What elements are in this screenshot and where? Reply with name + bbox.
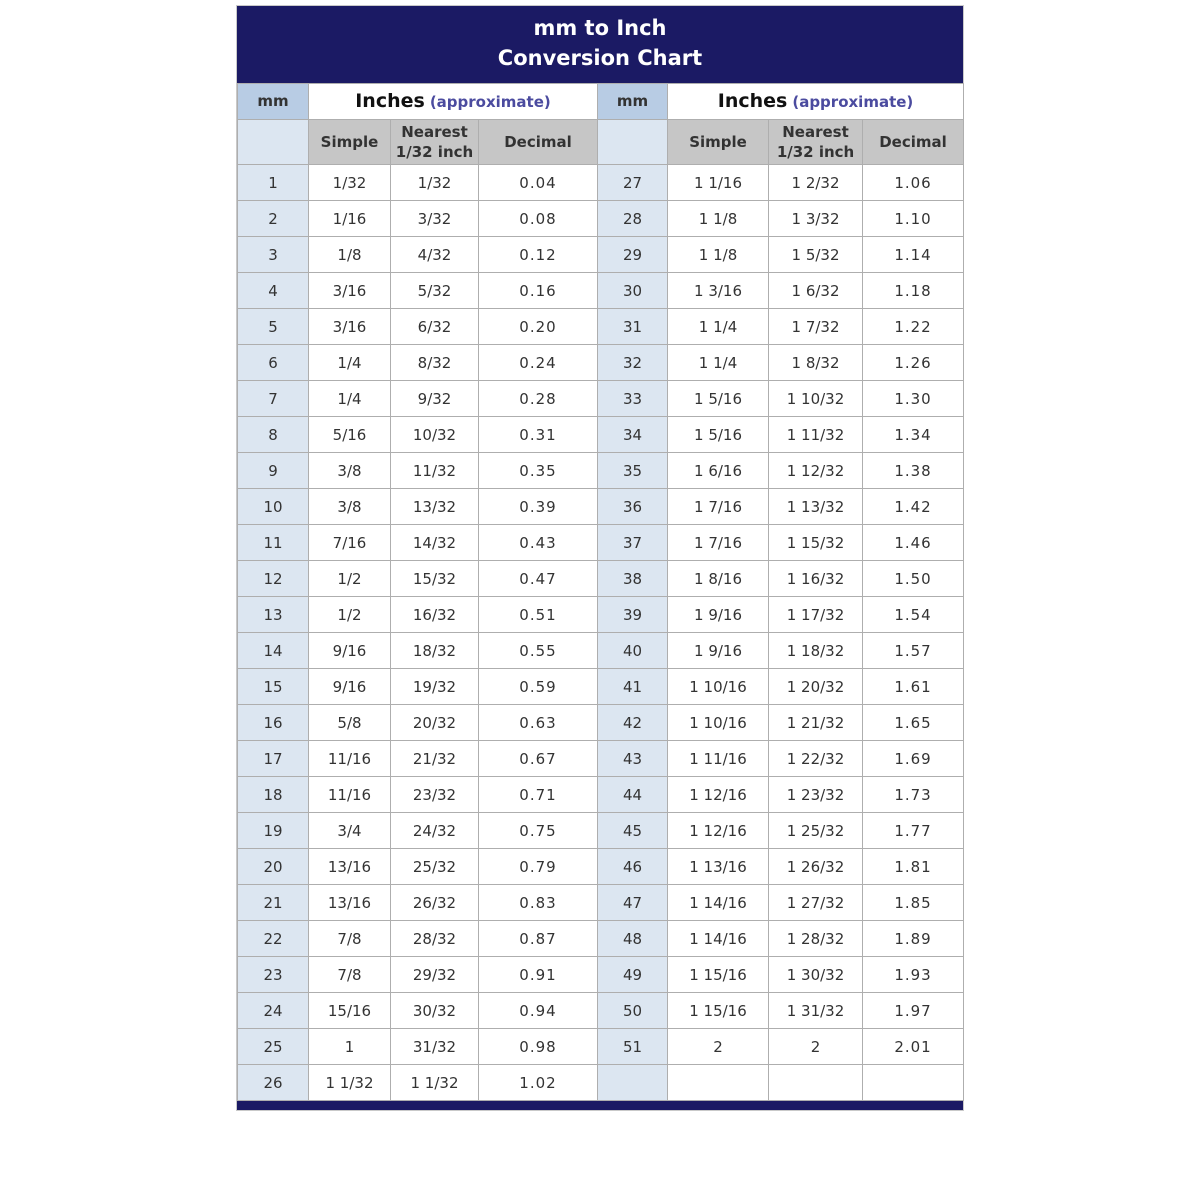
mm-cell: 35 — [598, 453, 668, 489]
mm-cell: 32 — [598, 345, 668, 381]
table-row — [238, 885, 964, 921]
chart-footer-bar — [237, 1101, 963, 1110]
decimal-cell: 1.34 — [863, 417, 964, 453]
mm-cell: 41 — [598, 669, 668, 705]
decimal-cell: 0.24 — [479, 345, 598, 381]
simple-cell: 11/16 — [309, 777, 391, 813]
mm-cell: 10 — [238, 489, 309, 525]
nearest-cell: 1 2/32 — [769, 165, 863, 201]
mm-cell: 23 — [238, 957, 309, 993]
simple-cell: 1 15/16 — [668, 957, 769, 993]
mm-cell: 15 — [238, 669, 309, 705]
decimal-cell: 1.81 — [863, 849, 964, 885]
nearest-cell: 1 15/32 — [769, 525, 863, 561]
mm-cell: 38 — [598, 561, 668, 597]
decimal-cell: 1.69 — [863, 741, 964, 777]
nearest-cell: 30/32 — [391, 993, 479, 1029]
simple-cell: 1/4 — [309, 381, 391, 417]
mm-cell: 22 — [238, 921, 309, 957]
nearest-cell: 21/32 — [391, 741, 479, 777]
column-header-nearest: Nearest 1/32 inch — [391, 119, 479, 165]
simple-cell: 1 1/8 — [668, 201, 769, 237]
table-row — [238, 309, 964, 345]
mm-cell: 45 — [598, 813, 668, 849]
nearest-cell — [769, 1065, 863, 1101]
simple-cell: 3/8 — [309, 453, 391, 489]
decimal-cell: 0.51 — [479, 597, 598, 633]
table-row — [238, 777, 964, 813]
simple-cell: 1 13/16 — [668, 849, 769, 885]
decimal-cell: 1.42 — [863, 489, 964, 525]
nearest-cell: 25/32 — [391, 849, 479, 885]
decimal-cell: 1.77 — [863, 813, 964, 849]
mm-cell: 13 — [238, 597, 309, 633]
decimal-cell: 0.75 — [479, 813, 598, 849]
nearest-cell: 8/32 — [391, 345, 479, 381]
mm-cell: 39 — [598, 597, 668, 633]
nearest-cell: 1/32 — [391, 165, 479, 201]
nearest-cell: 14/32 — [391, 525, 479, 561]
nearest-cell: 1 12/32 — [769, 453, 863, 489]
mm-cell: 2 — [238, 201, 309, 237]
mm-cell: 31 — [598, 309, 668, 345]
nearest-cell: 1 25/32 — [769, 813, 863, 849]
decimal-cell: 0.43 — [479, 525, 598, 561]
simple-cell: 3/4 — [309, 813, 391, 849]
mm-cell: 28 — [598, 201, 668, 237]
mm-cell: 34 — [598, 417, 668, 453]
decimal-cell: 1.26 — [863, 345, 964, 381]
chart-title-bar — [237, 6, 963, 83]
mm-cell: 49 — [598, 957, 668, 993]
mm-cell: 8 — [238, 417, 309, 453]
simple-cell: 1 1/16 — [668, 165, 769, 201]
nearest-cell: 1 22/32 — [769, 741, 863, 777]
mm-cell: 26 — [238, 1065, 309, 1101]
table-row — [238, 273, 964, 309]
mm-cell: 19 — [238, 813, 309, 849]
inches-label: Inches — [717, 90, 788, 113]
mm-cell: 6 — [238, 345, 309, 381]
mm-cell: 48 — [598, 921, 668, 957]
table-row — [238, 561, 964, 597]
simple-cell: 7/8 — [309, 921, 391, 957]
mm-header-left: mm — [238, 83, 309, 119]
nearest-cell: 1 16/32 — [769, 561, 863, 597]
simple-cell: 13/16 — [309, 885, 391, 921]
simple-cell: 1 1/8 — [668, 237, 769, 273]
nearest-cell: 1 28/32 — [769, 921, 863, 957]
decimal-cell: 1.22 — [863, 309, 964, 345]
mm-cell: 11 — [238, 525, 309, 561]
nearest-cell: 1 17/32 — [769, 597, 863, 633]
simple-cell: 5/8 — [309, 705, 391, 741]
mm-cell: 7 — [238, 381, 309, 417]
table-row — [238, 741, 964, 777]
simple-cell: 1 11/16 — [668, 741, 769, 777]
nearest-cell: 1 30/32 — [769, 957, 863, 993]
decimal-cell: 1.61 — [863, 669, 964, 705]
mm-cell: 46 — [598, 849, 668, 885]
simple-cell: 1 9/16 — [668, 597, 769, 633]
simple-cell: 1 15/16 — [668, 993, 769, 1029]
nearest-cell: 1 8/32 — [769, 345, 863, 381]
column-header-simple: Simple — [309, 119, 391, 165]
decimal-cell: 1.65 — [863, 705, 964, 741]
simple-cell: 1 9/16 — [668, 633, 769, 669]
decimal-cell: 1.46 — [863, 525, 964, 561]
simple-cell: 5/16 — [309, 417, 391, 453]
table-row — [238, 165, 964, 201]
mm-cell: 25 — [238, 1029, 309, 1065]
nearest-cell: 1 23/32 — [769, 777, 863, 813]
nearest-cell: 26/32 — [391, 885, 479, 921]
nearest-cell: 29/32 — [391, 957, 479, 993]
decimal-cell: 1.54 — [863, 597, 964, 633]
decimal-cell: 0.47 — [479, 561, 598, 597]
nearest-cell: 1 3/32 — [769, 201, 863, 237]
simple-cell: 1 1/4 — [668, 309, 769, 345]
conversion-table — [237, 83, 964, 1102]
decimal-cell: 1.14 — [863, 237, 964, 273]
decimal-cell: 1.73 — [863, 777, 964, 813]
simple-cell: 9/16 — [309, 669, 391, 705]
mm-cell: 43 — [598, 741, 668, 777]
simple-cell: 7/8 — [309, 957, 391, 993]
decimal-cell: 1.38 — [863, 453, 964, 489]
column-header-simple: Simple — [668, 119, 769, 165]
decimal-cell: 1.97 — [863, 993, 964, 1029]
simple-cell: 1/2 — [309, 597, 391, 633]
nearest-cell: 23/32 — [391, 777, 479, 813]
decimal-cell: 1.50 — [863, 561, 964, 597]
decimal-cell: 0.31 — [479, 417, 598, 453]
simple-cell: 11/16 — [309, 741, 391, 777]
table-body — [238, 165, 964, 1101]
simple-cell: 1 10/16 — [668, 669, 769, 705]
decimal-cell: 0.16 — [479, 273, 598, 309]
mm-cell: 27 — [598, 165, 668, 201]
nearest-cell: 3/32 — [391, 201, 479, 237]
nearest-cell: 13/32 — [391, 489, 479, 525]
simple-cell: 1/2 — [309, 561, 391, 597]
nearest-cell: 5/32 — [391, 273, 479, 309]
nearest-cell: 1 27/32 — [769, 885, 863, 921]
table-row — [238, 597, 964, 633]
nearest-cell: 1 18/32 — [769, 633, 863, 669]
mm-cell: 33 — [598, 381, 668, 417]
nearest-cell: 1 13/32 — [769, 489, 863, 525]
nearest-cell: 1 7/32 — [769, 309, 863, 345]
decimal-cell: 1.02 — [479, 1065, 598, 1101]
inches-header-left — [309, 83, 598, 119]
simple-cell: 1 5/16 — [668, 381, 769, 417]
simple-cell: 1 — [309, 1029, 391, 1065]
simple-cell — [668, 1065, 769, 1101]
nearest-cell: 6/32 — [391, 309, 479, 345]
mm-cell: 40 — [598, 633, 668, 669]
decimal-cell: 0.67 — [479, 741, 598, 777]
inches-label: Inches — [355, 90, 425, 113]
simple-cell: 1/8 — [309, 237, 391, 273]
table-row — [238, 1029, 964, 1065]
decimal-cell: 0.83 — [479, 885, 598, 921]
mm-header-right: mm — [598, 83, 668, 119]
mm-cell: 37 — [598, 525, 668, 561]
simple-cell: 1 14/16 — [668, 885, 769, 921]
table-row — [238, 417, 964, 453]
simple-cell: 7/16 — [309, 525, 391, 561]
table-row — [238, 849, 964, 885]
nearest-cell: 19/32 — [391, 669, 479, 705]
table-row — [238, 921, 964, 957]
mm-cell: 17 — [238, 741, 309, 777]
nearest-cell: 20/32 — [391, 705, 479, 741]
mm-cell: 47 — [598, 885, 668, 921]
simple-cell: 1 1/4 — [668, 345, 769, 381]
simple-cell: 1/4 — [309, 345, 391, 381]
chart-title-line1: mm to Inch — [533, 16, 667, 40]
decimal-cell: 0.91 — [479, 957, 598, 993]
nearest-cell: 24/32 — [391, 813, 479, 849]
mm-cell: 24 — [238, 993, 309, 1029]
column-header-decimal: Decimal — [863, 119, 964, 165]
nearest-cell: 1 1/32 — [391, 1065, 479, 1101]
decimal-cell: 0.04 — [479, 165, 598, 201]
simple-cell: 1 12/16 — [668, 777, 769, 813]
simple-cell: 1 7/16 — [668, 525, 769, 561]
decimal-cell: 0.55 — [479, 633, 598, 669]
nearest-cell: 1 10/32 — [769, 381, 863, 417]
nearest-cell: 1 31/32 — [769, 993, 863, 1029]
mm-cell: 30 — [598, 273, 668, 309]
decimal-cell: 0.39 — [479, 489, 598, 525]
mm-cell: 1 — [238, 165, 309, 201]
mm-cell: 3 — [238, 237, 309, 273]
column-header-nearest: Nearest 1/32 inch — [769, 119, 863, 165]
mm-cell: 36 — [598, 489, 668, 525]
decimal-cell: 0.94 — [479, 993, 598, 1029]
simple-cell: 1 7/16 — [668, 489, 769, 525]
mm-cell: 16 — [238, 705, 309, 741]
decimal-cell: 0.71 — [479, 777, 598, 813]
decimal-cell: 0.28 — [479, 381, 598, 417]
simple-cell: 9/16 — [309, 633, 391, 669]
simple-cell: 1 10/16 — [668, 705, 769, 741]
mm-cell: 44 — [598, 777, 668, 813]
nearest-cell: 31/32 — [391, 1029, 479, 1065]
decimal-cell: 0.20 — [479, 309, 598, 345]
simple-cell: 1 3/16 — [668, 273, 769, 309]
table-row — [238, 993, 964, 1029]
decimal-cell: 0.08 — [479, 201, 598, 237]
nearest-cell: 2 — [769, 1029, 863, 1065]
inches-note: (approximate) — [429, 93, 551, 112]
nearest-cell: 1 26/32 — [769, 849, 863, 885]
simple-cell: 2 — [668, 1029, 769, 1065]
nearest-cell: 16/32 — [391, 597, 479, 633]
subheader-spacer — [238, 119, 309, 165]
table-row — [238, 489, 964, 525]
simple-cell: 15/16 — [309, 993, 391, 1029]
nearest-cell: 1 20/32 — [769, 669, 863, 705]
decimal-cell: 1.10 — [863, 201, 964, 237]
inches-header-right — [668, 83, 964, 119]
decimal-cell: 1.18 — [863, 273, 964, 309]
decimal-cell: 1.89 — [863, 921, 964, 957]
simple-cell: 1 12/16 — [668, 813, 769, 849]
mm-cell: 50 — [598, 993, 668, 1029]
nearest-cell: 10/32 — [391, 417, 479, 453]
nearest-cell: 1 21/32 — [769, 705, 863, 741]
table-row — [238, 813, 964, 849]
decimal-cell: 2.01 — [863, 1029, 964, 1065]
simple-cell: 3/16 — [309, 309, 391, 345]
mm-cell: 14 — [238, 633, 309, 669]
nearest-cell: 1 11/32 — [769, 417, 863, 453]
simple-cell: 1/16 — [309, 201, 391, 237]
decimal-cell: 0.87 — [479, 921, 598, 957]
inches-note: (approximate) — [792, 93, 914, 112]
mm-cell: 42 — [598, 705, 668, 741]
decimal-cell: 1.06 — [863, 165, 964, 201]
table-row — [238, 525, 964, 561]
nearest-cell: 1 5/32 — [769, 237, 863, 273]
subheader-spacer — [598, 119, 668, 165]
mm-cell: 21 — [238, 885, 309, 921]
decimal-cell: 0.35 — [479, 453, 598, 489]
table-row — [238, 237, 964, 273]
nearest-cell: 9/32 — [391, 381, 479, 417]
mm-cell: 5 — [238, 309, 309, 345]
mm-cell: 20 — [238, 849, 309, 885]
mm-cell: 29 — [598, 237, 668, 273]
mm-cell: 18 — [238, 777, 309, 813]
table-row — [238, 957, 964, 993]
nearest-cell: 11/32 — [391, 453, 479, 489]
simple-cell: 1 6/16 — [668, 453, 769, 489]
decimal-cell: 0.79 — [479, 849, 598, 885]
simple-cell: 3/8 — [309, 489, 391, 525]
mm-cell — [598, 1065, 668, 1101]
nearest-cell: 28/32 — [391, 921, 479, 957]
nearest-cell: 4/32 — [391, 237, 479, 273]
simple-cell: 3/16 — [309, 273, 391, 309]
simple-cell: 13/16 — [309, 849, 391, 885]
table-row — [238, 669, 964, 705]
table-row — [238, 453, 964, 489]
table-row — [238, 705, 964, 741]
decimal-cell: 1.57 — [863, 633, 964, 669]
simple-cell: 1 8/16 — [668, 561, 769, 597]
simple-cell: 1 1/32 — [309, 1065, 391, 1101]
simple-cell: 1 5/16 — [668, 417, 769, 453]
chart-title-line2: Conversion Chart — [497, 46, 703, 71]
nearest-cell: 18/32 — [391, 633, 479, 669]
column-header-decimal: Decimal — [479, 119, 598, 165]
table-row — [238, 1065, 964, 1101]
simple-cell: 1 14/16 — [668, 921, 769, 957]
table-row — [238, 381, 964, 417]
table-row — [238, 201, 964, 237]
mm-cell: 12 — [238, 561, 309, 597]
decimal-cell — [863, 1065, 964, 1101]
decimal-cell: 1.30 — [863, 381, 964, 417]
nearest-cell: 15/32 — [391, 561, 479, 597]
table-row — [238, 345, 964, 381]
mm-cell: 4 — [238, 273, 309, 309]
decimal-cell: 0.59 — [479, 669, 598, 705]
table-header-row — [238, 83, 964, 119]
simple-cell: 1/32 — [309, 165, 391, 201]
decimal-cell: 0.63 — [479, 705, 598, 741]
mm-cell: 51 — [598, 1029, 668, 1065]
decimal-cell: 1.93 — [863, 957, 964, 993]
decimal-cell: 0.98 — [479, 1029, 598, 1065]
decimal-cell: 0.12 — [479, 237, 598, 273]
table-subheader-row — [238, 119, 964, 165]
decimal-cell: 1.85 — [863, 885, 964, 921]
table-row — [238, 633, 964, 669]
mm-cell: 9 — [238, 453, 309, 489]
conversion-chart — [236, 5, 964, 1111]
nearest-cell: 1 6/32 — [769, 273, 863, 309]
